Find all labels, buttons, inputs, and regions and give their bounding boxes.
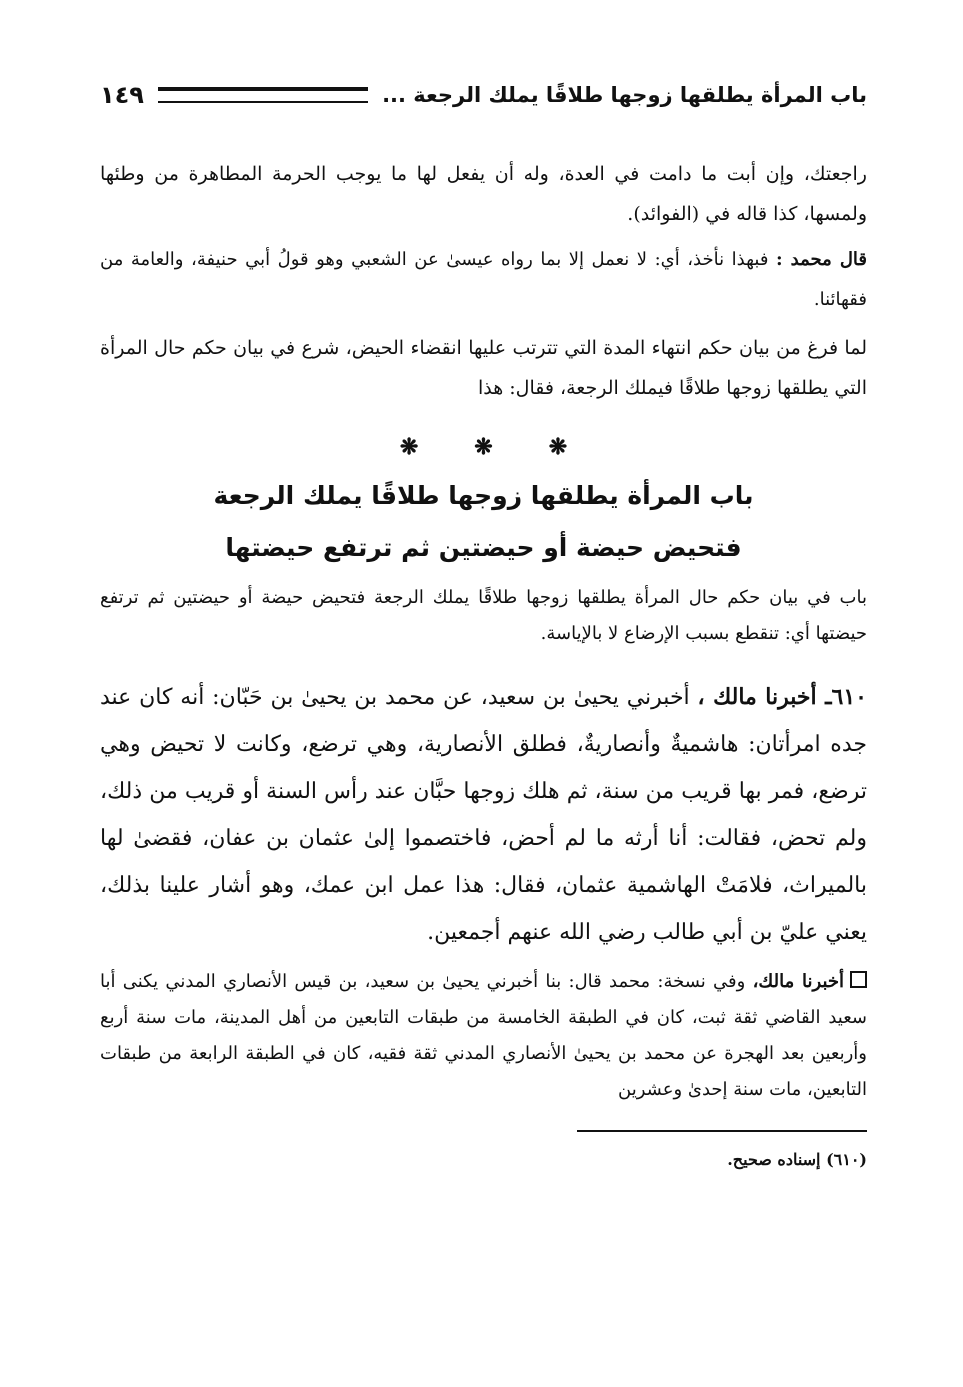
hadith-text: أخبرني يحيىٰ بن سعيد، عن محمد بن يحيىٰ بن حَبّان: أنه كان عند جده امرأتان: هاشميةٌ وأنصاريةٌ، فطلق الأنصارية، وهي ترضع، وكانت لا تحيض وهي ترضع، فمر بها قريب من سنة، ثم هلك زوجها حبَّان عند رأس السنة أو قريب من ذلك، ولم تحض، فقالت: أنا أرثه ما لم أحض، فاختصموا إلىٰ عثمان بن عفان، فقضىٰ لها بالميراث، فلامَتْ الهاشمية عثمان، فقال: هذا عمل ابن عمك، وهو أشار علينا بذلك، يعني عليّ بن أبي طالب رضي الله عنهم أجمعين. bbox=[100, 685, 867, 945]
commentary-text: وفي نسخة: محمد قال: بنا أخبرني يحيىٰ بن سعيد، بن قيس الأنصاري المدني يكنى أبا سعيد القاضي ثقة ثبت، كان في الطبقة الخامسة من طبقات التابعين من أهل المدينة، مات سنة أربع وأربعين بعد الهجرة عن محمد بن يحيىٰ الأنصاري المدني ثقة فقيه، كان في الطبقة الرابعة من طبقات التابعين، مات سنة إحدىٰ وعشرين bbox=[100, 971, 867, 1100]
chapter-title-line-1: باب المرأة يطلقها زوجها طلاقًا يملك الرجعة bbox=[213, 481, 754, 510]
commentary bbox=[100, 964, 867, 1108]
running-header bbox=[100, 70, 867, 120]
paragraph-2-lead: قال محمد : bbox=[775, 249, 867, 270]
star-ornament: ❋ bbox=[548, 434, 568, 460]
chapter-explanation: باب في بيان حكم حال المرأة يطلقها زوجها طلاقًا يملك الرجعة فتحيض حيضة أو حيضتين ثم ترتفع حيضتها أي: تنقطع بسبب الإرضاع لا بالإياسة. bbox=[100, 587, 867, 644]
footnote: (٦١٠) إسناده صحيح. bbox=[727, 1150, 867, 1169]
hadith-610 bbox=[100, 674, 867, 956]
chapter-title-line-2: فتحيض حيضة أو حيضتين ثم ترتفع حيضتها bbox=[225, 533, 742, 562]
commentary-lead: أخبرنا مالك، bbox=[752, 971, 844, 992]
square-marker-icon bbox=[850, 971, 867, 988]
page-number: ١٤٩ bbox=[100, 81, 144, 109]
star-ornament: ❋ bbox=[399, 434, 419, 460]
footnote-rule bbox=[577, 1130, 867, 1132]
header-rule bbox=[158, 87, 368, 103]
chapter-title bbox=[100, 470, 867, 574]
paragraph-2 bbox=[100, 240, 867, 320]
star-ornament: ❋ bbox=[474, 434, 493, 460]
paragraph-3: لما فرغ من بيان حكم انتهاء المدة التي تترتب عليها انقضاء الحيض، شرع في بيان حكم حال المرأة التي يطلقها زوجها طلاقًا فيملك الرجعة، فقال: هذا bbox=[100, 337, 867, 399]
book-page bbox=[100, 70, 867, 1387]
paragraph-1: راجعتك، وإن أبت ما دامت في العدة، وله أن يفعل لها ما يوجب الحرمة المطاهرة من وطئها ولمسها، كذا قاله في (الفوائد). bbox=[100, 163, 867, 225]
paragraph-2-text: فبهذا نأخذ، أي: لا نعمل إلا بما رواه عيسىٰ عن الشعبي وهو قولُ أبي حنيفة، والعامة من فقهائنا. bbox=[100, 249, 867, 310]
hadith-lead: ٦١٠ـ أخبرنا مالك ، bbox=[697, 684, 867, 710]
running-title: باب المرأة يطلقها زوجها طلاقًا يملك الرجعة ... bbox=[382, 83, 867, 107]
section-separator bbox=[100, 434, 867, 460]
